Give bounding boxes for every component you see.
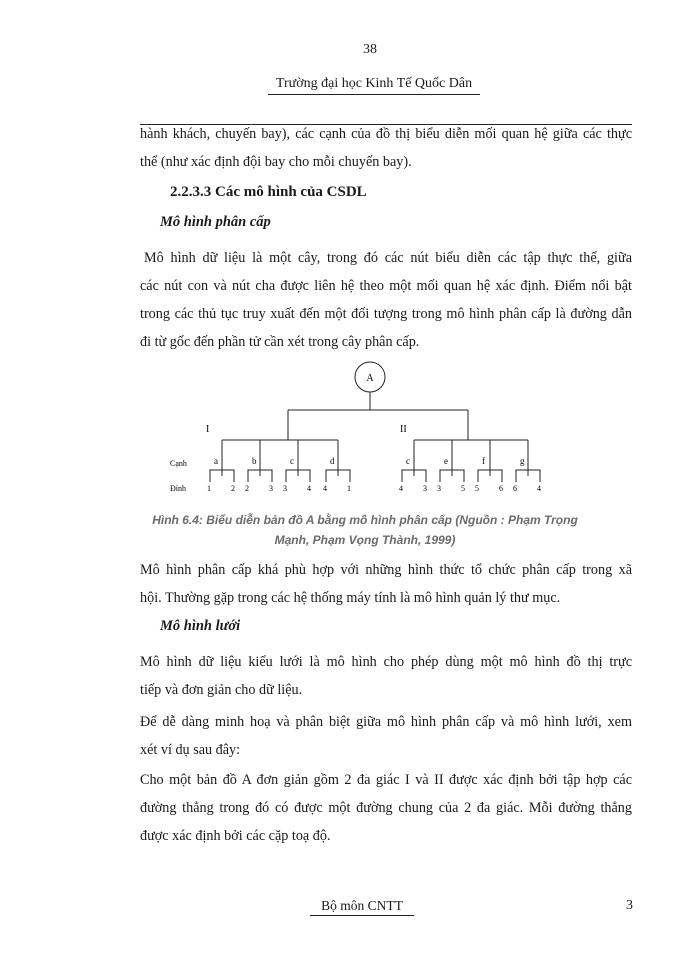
figure-caption: [150, 510, 580, 550]
subheading-network: Mô hình lưới: [160, 618, 241, 634]
vertex-label: 3: [423, 484, 427, 493]
polygon-label-2: II: [400, 424, 407, 435]
caption-line: Mạnh, Phạm Vọng Thành, 1999): [274, 533, 456, 547]
paragraph-map-description: [140, 766, 632, 850]
subheading-hierarchical: Mô hình phân cấp: [160, 214, 271, 230]
edge-label: f: [482, 456, 485, 466]
vertex-label: 4: [307, 484, 311, 493]
paragraph-line: hội. Thường gặp trong các hệ thống máy tính là mô hình quản lý thư mục.: [140, 590, 561, 606]
page-number-top: 38: [363, 42, 377, 57]
vertex-label: 6: [513, 484, 517, 493]
vertex-label: 4: [323, 484, 327, 493]
edge-label: d: [330, 456, 335, 466]
footer-page-number: 3: [626, 898, 633, 913]
paragraph-line: các nút con và nút cha được liên hệ theo một mối quan hệ xác định. Điểm nổi bật: [140, 278, 632, 294]
vertex-label: 3: [437, 484, 441, 493]
polygon-label-1: I: [206, 424, 210, 435]
paragraph-network-example: [140, 708, 632, 764]
paragraph-network: [140, 648, 632, 704]
section-heading: 2.2.3.3 Các mô hình của CSDL: [170, 184, 367, 200]
vertex-label: 4: [537, 484, 541, 493]
paragraph-line: Cho một bản đồ A đơn giản gồm 2 đa giác I và II được xác định bởi tập hợp các: [140, 772, 632, 788]
edge-label: c: [406, 456, 410, 466]
paragraph-line-text: Mô hình dữ liệu là một cây, trong đó các nút biểu diễn các tập thực thể, giữa: [144, 250, 632, 266]
paragraph-line: thể (như xác định đội bay cho mỗi chuyến bay).: [140, 154, 412, 170]
hierarchy-tree-figure: [160, 360, 560, 510]
edge-label: g: [520, 456, 525, 466]
tree-root-label: A: [366, 373, 374, 384]
edge-label: c: [290, 456, 294, 466]
vertex-label: 4: [399, 484, 403, 493]
vertex-label: 5: [461, 484, 465, 493]
vertex-label: 2: [245, 484, 249, 493]
vertex-label: 2: [231, 484, 235, 493]
paragraph-hierarchical-usage: [140, 556, 632, 612]
caption-line: Hình 6.4: Biểu diễn bản đồ A bằng mô hình phân cấp (Nguồn : Phạm Trọng: [152, 513, 578, 527]
paragraph-line: [140, 244, 632, 272]
paragraph-line: hành khách, chuyến bay), các cạnh của đồ thị biểu diễn mối quan hệ giữa các thực: [140, 126, 632, 142]
paragraph-hierarchical: [140, 244, 632, 356]
paragraph-line: tiếp và đơn giản cho dữ liệu.: [140, 682, 303, 698]
vertex-label: 6: [499, 484, 503, 493]
row-label-vertex: Đỉnh: [170, 484, 186, 493]
edge-label: b: [252, 456, 257, 466]
paragraph-line: Mô hình phân cấp khá phù hợp với những hình thức tổ chức phân cấp trong xã: [140, 562, 632, 578]
paragraph-line: Mô hình dữ liệu kiểu lưới là mô hình cho phép dùng một mô hình đồ thị trực: [140, 654, 632, 670]
paragraph-line: trong các thủ tục truy xuất đến một đối tượng trong mô hình phân cấp là đường dẫn: [140, 306, 632, 322]
vertex-label: 5: [475, 484, 479, 493]
vertex-label: 1: [347, 484, 351, 493]
paragraph-line: được xác định bởi các cặp toạ độ.: [140, 828, 331, 844]
footer-department: Bộ môn CNTT: [310, 898, 414, 916]
vertex-label: 1: [207, 484, 211, 493]
paragraph-line: Để dễ dàng minh hoạ và phân biệt giữa mô hình phân cấp và mô hình lưới, xem: [140, 714, 632, 730]
vertex-label: 3: [283, 484, 287, 493]
row-label-edge: Cạnh: [170, 459, 187, 468]
edge-label: a: [214, 456, 218, 466]
paragraph-line: xét ví dụ sau đây:: [140, 742, 241, 758]
vertex-brackets: [210, 470, 540, 482]
paragraph-intro: [140, 120, 632, 176]
paragraph-line: đường thẳng trong đó có được một đường chung của 2 đa giác. Mỗi đường thẳng: [140, 800, 632, 816]
paragraph-line: đi từ gốc đến phần tử cần xét trong cây phân cấp.: [140, 334, 420, 350]
edge-label: e: [444, 456, 448, 466]
vertex-labels: [207, 484, 541, 493]
header-institution: Trường đại học Kinh Tế Quốc Dân: [268, 76, 480, 95]
vertex-label: 3: [269, 484, 273, 493]
